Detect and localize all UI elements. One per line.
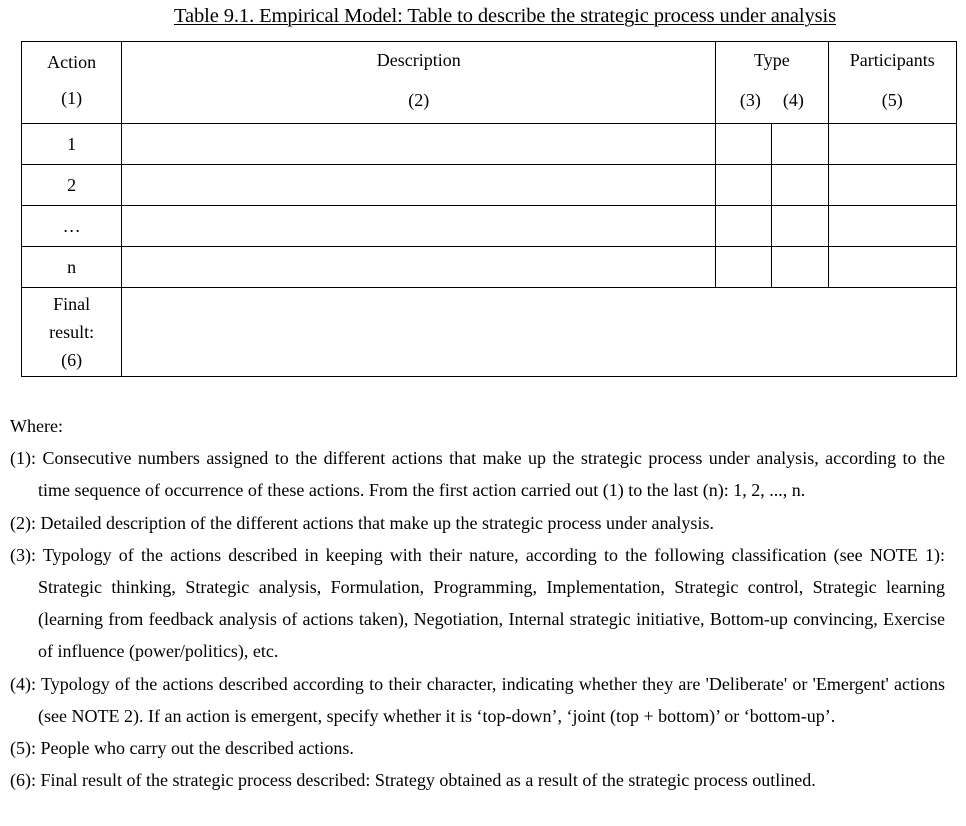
- cell-action: 2: [22, 165, 122, 206]
- note-number: (2):: [10, 512, 36, 533]
- note-item: [10, 539, 945, 668]
- header-participants: [828, 42, 956, 124]
- cell-action: 1: [22, 124, 122, 165]
- note-item: [10, 442, 945, 506]
- note-text: Final result of the strategic process described: Strategy obtained as a result of the strategic process outlined.: [40, 770, 816, 791]
- note-text: Detailed description of the different actions that make up the strategic process under analysis.: [40, 512, 714, 533]
- notes-intro: Where:: [10, 416, 63, 436]
- final-result-value: [122, 288, 957, 377]
- empirical-model-table: [21, 41, 957, 377]
- note-item: [10, 764, 945, 796]
- note-text: Typology of the actions described in keeping with their nature, according to the following classification (see NOTE 1): Strategic thinking, Strategic analysis, Formulation, Programming, Implementation, Strategic control, Strategic learning (learning from feedback analysis of actions taken), Negotiation, Internal strategic initiative, Bottom-up convincing, Exercise of influence (power/politics), etc.: [38, 544, 945, 662]
- header-type: [716, 42, 828, 124]
- table-row: [22, 206, 957, 247]
- cell-participants: [828, 124, 956, 165]
- header-description-ref: (2): [408, 90, 430, 110]
- header-description: [122, 42, 716, 124]
- cell-type-4: [772, 206, 828, 247]
- note-number: (1):: [10, 448, 36, 469]
- header-description-label: Description: [376, 50, 461, 70]
- final-result-row: [22, 288, 957, 377]
- note-item: [10, 507, 945, 539]
- header-type-ref-3: (3): [739, 90, 761, 110]
- note-text: People who carry out the described actions.: [40, 738, 354, 759]
- note-text: Consecutive numbers assigned to the different actions that make up the strategic process under analysis, according to the time sequence of occurrence of these actions. From the first action carried out (1) to the last (n): 1, 2, ..., n.: [38, 448, 945, 501]
- cell-type-4: [772, 165, 828, 206]
- cell-action: …: [22, 206, 122, 247]
- note-number: (5):: [10, 738, 36, 759]
- note-number: (6):: [10, 770, 36, 791]
- table-row: [22, 124, 957, 165]
- header-action-ref: (1): [61, 88, 83, 108]
- table-row: [22, 247, 957, 288]
- cell-participants: [828, 247, 956, 288]
- note-number: (3):: [10, 544, 36, 565]
- table-title: Table 9.1. Empirical Model: Table to describe the strategic process under analysis: [174, 5, 836, 27]
- note-number: (4):: [10, 673, 36, 694]
- final-result-label: [22, 288, 122, 377]
- cell-type-4: [772, 124, 828, 165]
- cell-description: [122, 206, 716, 247]
- cell-action: n: [22, 247, 122, 288]
- header-type-ref-4: (4): [782, 90, 804, 110]
- cell-type-3: [716, 165, 772, 206]
- note-item: [10, 668, 945, 732]
- cell-type-3: [716, 247, 772, 288]
- cell-type-4: [772, 247, 828, 288]
- note-text: Typology of the actions described according to their character, indicating whether they are 'Deliberate' or 'Emergent' actions (see NOTE 2). If an action is emergent, specify whether it is ‘top-down’, ‘joint (top + bottom)’ or ‘bottom-up’.: [38, 673, 945, 726]
- cell-description: [122, 247, 716, 288]
- notes-section: [10, 410, 945, 796]
- header-participants-label: Participants: [849, 50, 935, 70]
- note-item: [10, 732, 945, 764]
- cell-description: [122, 165, 716, 206]
- header-action: [22, 42, 122, 124]
- final-label-line-1: Final: [53, 294, 91, 314]
- cell-type-3: [716, 124, 772, 165]
- cell-type-3: [716, 206, 772, 247]
- cell-description: [122, 124, 716, 165]
- table-row: [22, 165, 957, 206]
- header-action-label: Action: [47, 52, 97, 72]
- table-header-row: [22, 42, 957, 124]
- header-type-label: Type: [754, 50, 790, 70]
- cell-participants: [828, 206, 956, 247]
- final-label-line-2: result:: [49, 322, 95, 342]
- cell-participants: [828, 165, 956, 206]
- final-label-line-3: (6): [61, 350, 83, 370]
- header-participants-ref: (5): [881, 90, 903, 110]
